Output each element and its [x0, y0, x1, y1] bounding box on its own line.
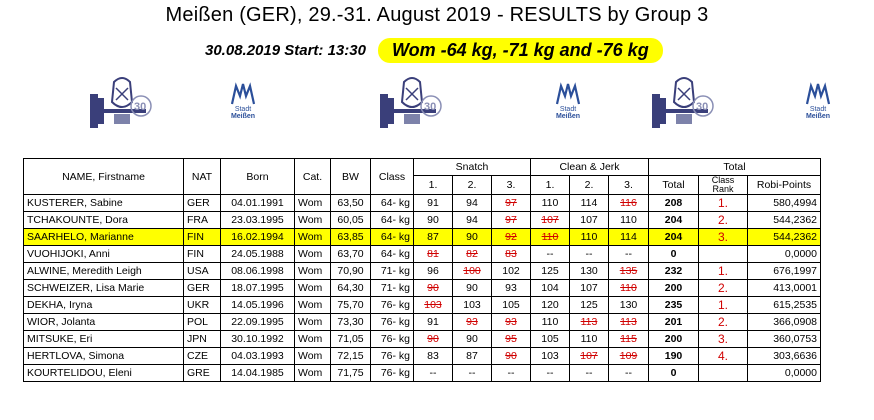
class-rank: 1. [699, 263, 748, 280]
body-weight: 63,70 [331, 246, 371, 263]
col-class-rank: Class Rank [699, 176, 748, 195]
snatch-attempt-3: 95 [492, 331, 531, 348]
col-born: Born [221, 159, 295, 195]
clean-jerk-attempt-3: 109 [609, 348, 649, 365]
robi-points: 544,2362 [748, 212, 821, 229]
robi-points: 0,0000 [748, 246, 821, 263]
weight-class: 76- kg [371, 348, 414, 365]
clean-jerk-attempt-3: 113 [609, 314, 649, 331]
table-row [24, 348, 821, 365]
svg-text:30: 30 [696, 101, 709, 113]
total-result: 0 [649, 246, 699, 263]
clean-jerk-attempt-1: 104 [531, 280, 570, 297]
meissen-label: Meißen [555, 113, 581, 120]
start-time: 30.08.2019 Start: 13:30 [205, 41, 366, 59]
clean-jerk-attempt-2: -- [570, 365, 609, 382]
clean-jerk-attempt-2: 107 [570, 348, 609, 365]
clean-jerk-attempt-1: -- [531, 246, 570, 263]
nation: POL [184, 314, 221, 331]
weight-class: 71- kg [371, 280, 414, 297]
robi-points: 303,6636 [748, 348, 821, 365]
weight-class: 71- kg [371, 263, 414, 280]
col-snatch-1: 1. [414, 176, 453, 195]
col-cat: Cat. [295, 159, 331, 195]
clean-jerk-attempt-3: 115 [609, 331, 649, 348]
clean-jerk-attempt-3: 114 [609, 229, 649, 246]
birth-date: 14.05.1996 [221, 297, 295, 314]
birth-date: 14.04.1985 [221, 365, 295, 382]
nation: CZE [184, 348, 221, 365]
birth-date: 04.03.1993 [221, 348, 295, 365]
class-rank: 3. [699, 331, 748, 348]
category: Wom [295, 263, 331, 280]
stadt-meissen-logo [803, 80, 833, 106]
class-rank: 4. [699, 348, 748, 365]
athlete-name: WIOR, Jolanta [24, 314, 184, 331]
body-weight: 71,75 [331, 365, 371, 382]
class-rank: 2. [699, 280, 748, 297]
meissen-label: Meißen [805, 113, 831, 120]
stadt-label: Stadt [234, 106, 252, 113]
table-row [24, 229, 821, 246]
results-body [24, 195, 821, 382]
body-weight: 60,05 [331, 212, 371, 229]
total-result: 190 [649, 348, 699, 365]
snatch-attempt-3: 102 [492, 263, 531, 280]
category: Wom [295, 246, 331, 263]
body-weight: 71,05 [331, 331, 371, 348]
birth-date: 04.01.1991 [221, 195, 295, 212]
total-result: 235 [649, 297, 699, 314]
clean-jerk-attempt-3: -- [609, 365, 649, 382]
nation: UKR [184, 297, 221, 314]
clean-jerk-attempt-2: 113 [570, 314, 609, 331]
table-row [24, 195, 821, 212]
clean-jerk-attempt-1: 105 [531, 331, 570, 348]
snatch-attempt-3: 97 [492, 195, 531, 212]
snatch-attempt-2: 94 [453, 195, 492, 212]
birth-date: 22.09.1995 [221, 314, 295, 331]
svg-text:30: 30 [134, 101, 147, 113]
snatch-attempt-2: 90 [453, 331, 492, 348]
clean-jerk-attempt-2: 114 [570, 195, 609, 212]
weight-class: 76- kg [371, 297, 414, 314]
clean-jerk-attempt-2: 110 [570, 331, 609, 348]
col-total-group: Total [649, 159, 821, 176]
stadt-label: Stadt [809, 106, 827, 113]
snatch-attempt-1: 90 [414, 331, 453, 348]
total-result: 204 [649, 212, 699, 229]
total-result: 0 [649, 365, 699, 382]
athlete-name: MITSUKE, Eri [24, 331, 184, 348]
category: Wom [295, 314, 331, 331]
total-result: 200 [649, 331, 699, 348]
stadt-meissen-logo [553, 80, 583, 106]
snatch-attempt-1: 90 [414, 212, 453, 229]
nation: JPN [184, 331, 221, 348]
category: Wom [295, 297, 331, 314]
weight-class: 64- kg [371, 229, 414, 246]
snatch-attempt-1: 103 [414, 297, 453, 314]
clean-jerk-attempt-3: 116 [609, 195, 649, 212]
col-cj-3: 3. [609, 176, 649, 195]
snatch-attempt-1: 91 [414, 314, 453, 331]
body-weight: 73,30 [331, 314, 371, 331]
col-total: Total [649, 176, 699, 195]
clean-jerk-attempt-1: 103 [531, 348, 570, 365]
weight-class: 76- kg [371, 365, 414, 382]
clean-jerk-attempt-3: 135 [609, 263, 649, 280]
clean-jerk-attempt-3: 110 [609, 280, 649, 297]
athlete-name: SAARHELO, Marianne [24, 229, 184, 246]
body-weight: 70,90 [331, 263, 371, 280]
snatch-attempt-2: 93 [453, 314, 492, 331]
snatch-attempt-3: 105 [492, 297, 531, 314]
class-rank: 1. [699, 297, 748, 314]
robi-points: 580,4994 [748, 195, 821, 212]
total-result: 200 [649, 280, 699, 297]
clean-jerk-attempt-1: 120 [531, 297, 570, 314]
col-clean-jerk: Clean & Jerk [531, 159, 649, 176]
session-info [205, 36, 663, 64]
table-row [24, 246, 821, 263]
table-row [24, 314, 821, 331]
birth-date: 30.10.1992 [221, 331, 295, 348]
snatch-attempt-3: 93 [492, 314, 531, 331]
clean-jerk-attempt-1: 110 [531, 229, 570, 246]
body-weight: 75,70 [331, 297, 371, 314]
category: Wom [295, 280, 331, 297]
table-row [24, 365, 821, 382]
category: Wom [295, 212, 331, 229]
total-result: 208 [649, 195, 699, 212]
birth-date: 18.07.1995 [221, 280, 295, 297]
trophy-barbell-logo [88, 72, 160, 138]
col-cj-2: 2. [570, 176, 609, 195]
robi-points: 366,0908 [748, 314, 821, 331]
athlete-name: SCHWEIZER, Lisa Marie [24, 280, 184, 297]
results-table [23, 158, 821, 382]
clean-jerk-attempt-2: 110 [570, 229, 609, 246]
category: Wom [295, 195, 331, 212]
snatch-attempt-1: 91 [414, 195, 453, 212]
snatch-attempt-1: 87 [414, 229, 453, 246]
stadt-meissen-logo [228, 80, 258, 106]
class-rank: 3. [699, 229, 748, 246]
class-rank: 1. [699, 195, 748, 212]
body-weight: 64,30 [331, 280, 371, 297]
birth-date: 23.03.1995 [221, 212, 295, 229]
clean-jerk-attempt-3: 110 [609, 212, 649, 229]
table-row [24, 212, 821, 229]
clean-jerk-attempt-1: 110 [531, 314, 570, 331]
snatch-attempt-3: 92 [492, 229, 531, 246]
category: Wom [295, 331, 331, 348]
athlete-name: VUOHIJOKI, Anni [24, 246, 184, 263]
clean-jerk-attempt-2: -- [570, 246, 609, 263]
snatch-attempt-2: 90 [453, 280, 492, 297]
clean-jerk-attempt-3: 130 [609, 297, 649, 314]
athlete-name: HERTLOVA, Simona [24, 348, 184, 365]
clean-jerk-attempt-1: 110 [531, 195, 570, 212]
robi-points: 615,2535 [748, 297, 821, 314]
snatch-attempt-3: 83 [492, 246, 531, 263]
nation: FIN [184, 246, 221, 263]
class-rank [699, 246, 748, 263]
weight-class: 76- kg [371, 331, 414, 348]
clean-jerk-attempt-2: 107 [570, 212, 609, 229]
snatch-attempt-2: 90 [453, 229, 492, 246]
robi-points: 413,0001 [748, 280, 821, 297]
clean-jerk-attempt-1: -- [531, 365, 570, 382]
snatch-attempt-3: 93 [492, 280, 531, 297]
snatch-attempt-1: -- [414, 365, 453, 382]
nation: FRA [184, 212, 221, 229]
snatch-attempt-2: 87 [453, 348, 492, 365]
col-name: NAME, Firstname [24, 159, 184, 195]
col-class: Class [371, 159, 414, 195]
col-snatch-3: 3. [492, 176, 531, 195]
col-bw: BW [331, 159, 371, 195]
athlete-name: DEKHA, Iryna [24, 297, 184, 314]
birth-date: 24.05.1988 [221, 246, 295, 263]
athlete-name: KOURTELIDOU, Eleni [24, 365, 184, 382]
athlete-name: KUSTERER, Sabine [24, 195, 184, 212]
nation: USA [184, 263, 221, 280]
snatch-attempt-2: -- [453, 365, 492, 382]
stadt-label: Stadt [559, 106, 577, 113]
robi-points: 676,1997 [748, 263, 821, 280]
birth-date: 08.06.1998 [221, 263, 295, 280]
total-result: 204 [649, 229, 699, 246]
table-row [24, 297, 821, 314]
total-result: 232 [649, 263, 699, 280]
class-rank [699, 365, 748, 382]
col-snatch: Snatch [414, 159, 531, 176]
snatch-attempt-3: -- [492, 365, 531, 382]
snatch-attempt-2: 103 [453, 297, 492, 314]
clean-jerk-attempt-2: 130 [570, 263, 609, 280]
col-robi-points: Robi-Points [748, 176, 821, 195]
athlete-name: TCHAKOUNTE, Dora [24, 212, 184, 229]
clean-jerk-attempt-1: 125 [531, 263, 570, 280]
body-weight: 63,85 [331, 229, 371, 246]
snatch-attempt-1: 90 [414, 280, 453, 297]
logo-strip [0, 70, 874, 150]
category: Wom [295, 365, 331, 382]
weight-classes-highlight: Wom -64 kg, -71 kg and -76 kg [378, 38, 663, 63]
category: Wom [295, 348, 331, 365]
table-row [24, 263, 821, 280]
snatch-attempt-2: 100 [453, 263, 492, 280]
athlete-name: ALWINE, Meredith Leigh [24, 263, 184, 280]
trophy-barbell-logo [650, 72, 722, 138]
snatch-attempt-2: 82 [453, 246, 492, 263]
weight-class: 64- kg [371, 195, 414, 212]
nation: GRE [184, 365, 221, 382]
robi-points: 0,0000 [748, 365, 821, 382]
table-row [24, 280, 821, 297]
col-snatch-2: 2. [453, 176, 492, 195]
trophy-barbell-logo [378, 72, 450, 138]
class-rank: 2. [699, 314, 748, 331]
col-cj-1: 1. [531, 176, 570, 195]
page-title: Meißen (GER), 29.-31. August 2019 - RESULTS by Group 3 [165, 4, 709, 26]
snatch-attempt-2: 94 [453, 212, 492, 229]
nation: GER [184, 195, 221, 212]
category: Wom [295, 229, 331, 246]
weight-class: 64- kg [371, 212, 414, 229]
nation: GER [184, 280, 221, 297]
class-rank: 2. [699, 212, 748, 229]
birth-date: 16.02.1994 [221, 229, 295, 246]
weight-class: 64- kg [371, 246, 414, 263]
body-weight: 63,50 [331, 195, 371, 212]
clean-jerk-attempt-1: 107 [531, 212, 570, 229]
body-weight: 72,15 [331, 348, 371, 365]
svg-text:30: 30 [424, 101, 437, 113]
robi-points: 544,2362 [748, 229, 821, 246]
snatch-attempt-1: 81 [414, 246, 453, 263]
snatch-attempt-3: 97 [492, 212, 531, 229]
clean-jerk-attempt-2: 125 [570, 297, 609, 314]
table-row [24, 331, 821, 348]
col-nat: NAT [184, 159, 221, 195]
weight-class: 76- kg [371, 314, 414, 331]
snatch-attempt-1: 96 [414, 263, 453, 280]
snatch-attempt-1: 83 [414, 348, 453, 365]
robi-points: 360,0753 [748, 331, 821, 348]
snatch-attempt-3: 90 [492, 348, 531, 365]
clean-jerk-attempt-3: -- [609, 246, 649, 263]
nation: FIN [184, 229, 221, 246]
clean-jerk-attempt-2: 107 [570, 280, 609, 297]
meissen-label: Meißen [230, 113, 256, 120]
total-result: 201 [649, 314, 699, 331]
